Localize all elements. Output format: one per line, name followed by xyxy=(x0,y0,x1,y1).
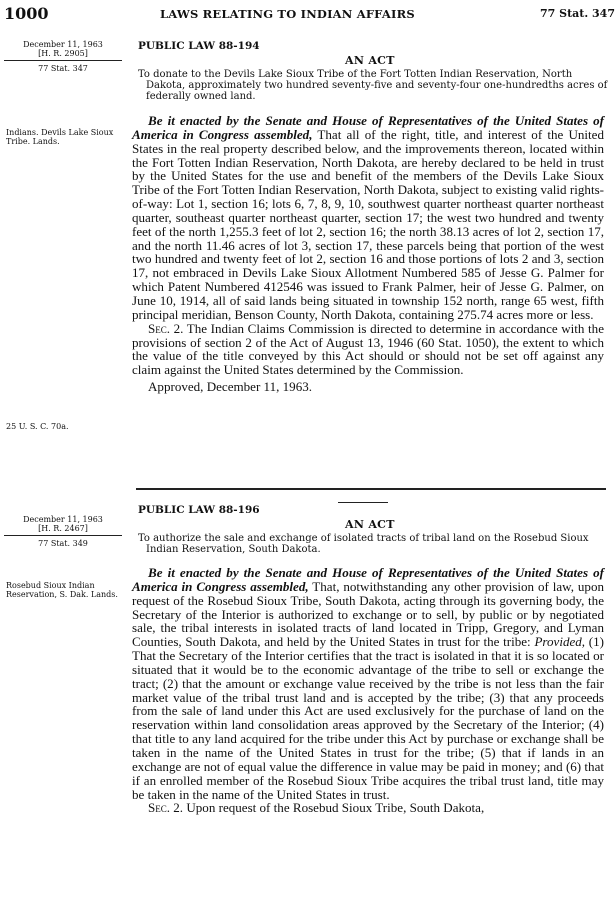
header-stat-ref: 77 Stat. 347 xyxy=(540,7,615,20)
law2-sec2-text: Upon request of the Rosebud Sioux Tribe, South Dakota, xyxy=(186,800,485,816)
law2-margin-header xyxy=(4,515,122,548)
law1-margin-bill: [H. R. 2905] xyxy=(38,49,88,58)
law1-section-1 xyxy=(132,114,604,322)
law1-sec2-text: The Indian Claims Commission is directed to determine in accordance with the provisions of section 2 of the Act of August 13, 1946 (60 Stat. 1050), the extent to which the value of the title conveyed by this Act should or should not be set off against any claim against the United States determined by the Commission. xyxy=(132,320,604,378)
law2-public-law: PUBLIC LAW 88-196 xyxy=(138,504,260,516)
law2-enacting-clause: Be it enacted by the Senate and House of Representatives of the United States of America in Congress assembled, xyxy=(132,565,604,594)
law2-provided: Provided, xyxy=(534,634,586,650)
law2-sec1-text-b: (1) That the Secretary of the Interior certifies that the tract is isolated in that it is so located or situated that it would be to the economic advantage of the tribe to sell or exchange the tract; (2) that the amount or exchange value received by the tribe is not less than the fair market value of the tribal trust land and is accepted by the tribe; (3) that any proceeds from the sale of land under this Act are used exclusively for the purchase of land on the reservation within land consolidation areas approved by the Secretary of the Interior; (4) that title to any land acquired for the tribe under this Act by purchase or exchange shall be taken in the name of the United States in trust for the tribe; (5) that if lands in an exchange are not of equal value the difference in value may be paid in money; and (6) that if an enrolled member of the Rosebud Sioux Tribe acquires the tribal trust land, title may be taken in the name of the United States in trust. xyxy=(132,634,605,802)
law1-margin-header xyxy=(4,40,122,73)
law2-act-title: AN ACT xyxy=(345,518,395,531)
law1-approved: Approved, December 11, 1963. xyxy=(148,379,313,395)
law2-section-2 xyxy=(132,801,604,815)
law1-sec1-text: That all of the right, title, and interest of the United States in the real property described below, and the improvements thereon, located within the Fort Totten Indian Reservation, North Dakota, are hereby declared to be held in trust by the United States for the use and benefit of the members of the Devils Lake Sioux Tribe of the Fort Totten Indian Reservation, North Dakota, subject to existing valid rights-of-way: Lot 1, section 16; lots 6, 7, 8, 9, 10, southwest quarter northeast quarter northeast quarter, southeast quarter northeast quarter, section 17; the west two hundred and twenty feet of the north 1,255.3 feet of lot 2, section 16; the north 38.13 acres of lot 2, section 17, and the north 11.46 acres of lot 3, section 17, these parcels being that portion of the west two hundred and twenty feet of lot 2, section 16 and those portions of lots 2 and 3, section 17, not embraced in Devils Lake Sioux Allotment Numbered 585 of Jesse G. Palmer for which Patent Numbered 412546 was issued to Frank Palmer, heir of Jesse G. Palmer, on June 10, 1914, all of said lands being situated in township 152 north, range 65 west, fifth principal meridian, Benson County, North Dakota, containing 275.74 acres more or less. xyxy=(132,126,604,322)
page-number: 1000 xyxy=(4,4,49,23)
law2-margin-bill: [H. R. 2467] xyxy=(38,524,88,533)
law2-section-1 xyxy=(132,566,604,801)
law2-margin-date: December 11, 1963 xyxy=(23,515,103,524)
law1-public-law: PUBLIC LAW 88-194 xyxy=(138,40,260,52)
law1-margin-rule xyxy=(4,60,122,61)
law2-sec1-text-a: That, notwithstanding any other provision of law, upon request of the Rosebud Sioux Tribe, South Dakota, acting through its governing body, the Secretary of the Interior is authorized to exchange or to sell, by public or by negotiated sale, the tribal interests in isolated tracts of land located in Tripp, Gregory, and Lyman Counties, South Dakota, and held by the United States in trust for the tribe: xyxy=(132,578,605,650)
law1-margin-stat: 77 Stat. 347 xyxy=(38,64,88,73)
law2-purpose: To authorize the sale and exchange of isolated tracts of tribal land on the Rosebud Sioux Indian Reservation, South Dakota. xyxy=(138,533,589,555)
law1-purpose: To donate to the Devils Lake Sioux Tribe of the Fort Totten Indian Reservation, North Dakota, approximately two hundred seventy-five and seventy-four one-hundredths acres of federally owned land. xyxy=(138,69,608,102)
law1-sec2-label: Sec. 2. xyxy=(148,320,184,336)
law1-act-title: AN ACT xyxy=(345,54,395,67)
law1-enacting-clause: Be it enacted by the Senate and House of Representatives of the United States of America in Congress assembled, xyxy=(132,113,604,142)
law1-section-2 xyxy=(132,322,604,377)
law2-margin-topic: Rosebud Sioux Indian Reservation, S. Dak. Lands. xyxy=(6,581,118,599)
law1-margin-date: December 11, 1963 xyxy=(23,40,103,49)
law-separator xyxy=(136,488,606,490)
law1-margin-cite: 25 U. S. C. 70a. xyxy=(6,422,69,431)
law2-margin-rule xyxy=(4,535,122,536)
law2-sec2-label: Sec. 2. xyxy=(148,800,184,816)
act-title-rule xyxy=(338,502,388,503)
law2-margin-stat: 77 Stat. 349 xyxy=(38,539,88,548)
law2-body xyxy=(132,566,604,815)
law1-margin-topic: Indians. Devils Lake Sioux Tribe. Lands. xyxy=(6,128,114,146)
law1-body xyxy=(132,114,604,394)
running-title: LAWS RELATING TO INDIAN AFFAIRS xyxy=(160,7,415,21)
